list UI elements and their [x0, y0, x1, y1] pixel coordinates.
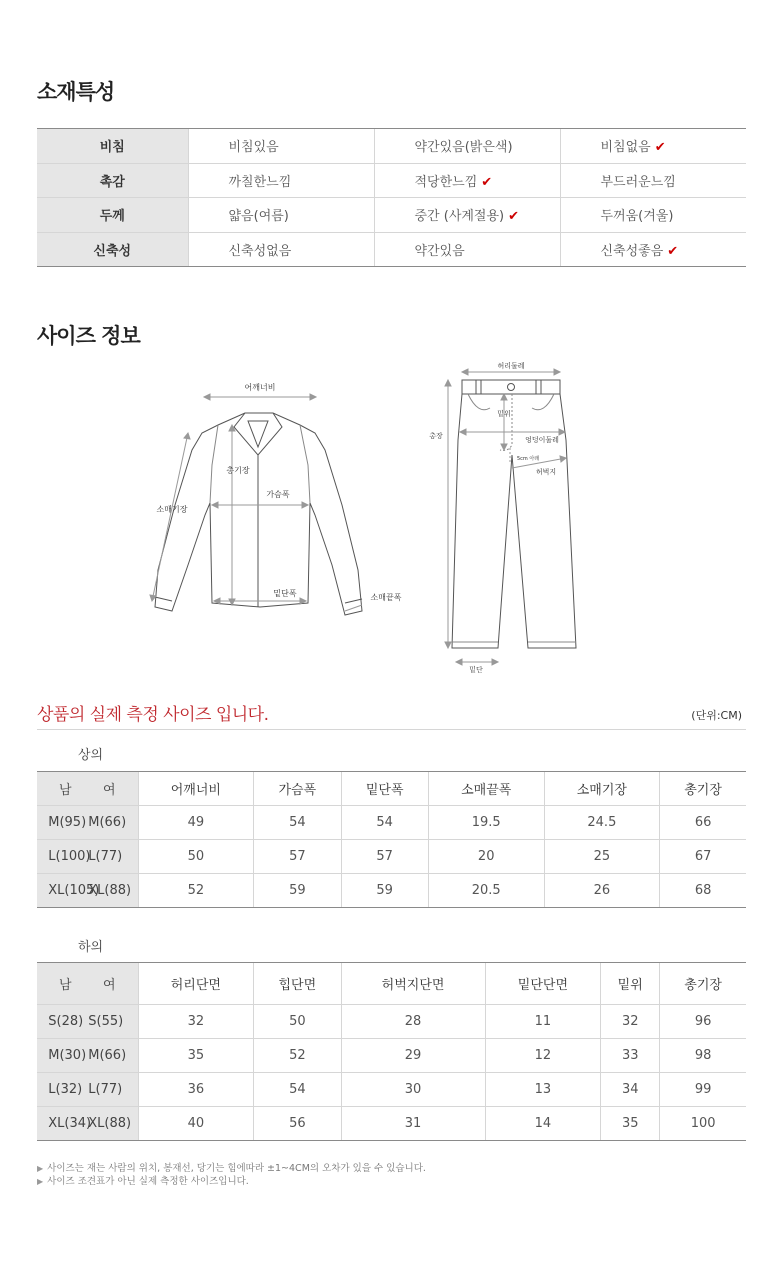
- fabric-option-text: 신축성없음: [228, 243, 292, 259]
- divider: [37, 729, 746, 730]
- table-cell: 32: [138, 1005, 254, 1039]
- women-size: S(55): [88, 1014, 124, 1029]
- fabric-option: [188, 232, 374, 267]
- size-label: [37, 1005, 138, 1039]
- table-cell: 20.5: [428, 874, 544, 908]
- fabric-option-text: 두꺼움(겨울): [600, 209, 674, 225]
- women-header: 여: [102, 978, 116, 993]
- top-table-caption: 상의: [78, 748, 104, 763]
- women-header: 여: [102, 783, 116, 798]
- table-cell: 40: [138, 1107, 254, 1141]
- fabric-option-text: 신축성좋음: [600, 243, 664, 259]
- table-cell: 12: [485, 1039, 601, 1073]
- fabric-option: [374, 163, 560, 198]
- table-cell: 30: [341, 1073, 485, 1107]
- fabric-option-text: 비침없음: [600, 140, 651, 156]
- fabric-row: [37, 232, 746, 267]
- fabric-option: [374, 129, 560, 164]
- column-header: 힙단면: [254, 963, 341, 1005]
- table-cell: 25: [544, 840, 660, 874]
- women-size: L(77): [88, 849, 123, 864]
- table-cell: 35: [601, 1107, 660, 1141]
- fabric-option-text: 비침있음: [228, 140, 279, 156]
- size-label: [37, 840, 138, 874]
- table-cell: 26: [544, 874, 660, 908]
- fabric-option: [560, 198, 746, 233]
- table-cell: 59: [341, 874, 428, 908]
- measurement-notice: 상품의 실제 측정 사이즈 입니다.: [37, 705, 269, 725]
- table-row: [37, 840, 746, 874]
- size-section-title: 사이즈 정보: [37, 324, 140, 348]
- column-header: 가슴폭: [254, 772, 341, 806]
- men-size: S(28): [48, 1014, 84, 1029]
- table-cell: 98: [660, 1039, 746, 1073]
- table-cell: 59: [254, 874, 341, 908]
- table-cell: 66: [660, 806, 746, 840]
- table-row: [37, 1073, 746, 1107]
- check-icon: ✔: [481, 174, 493, 190]
- fabric-row-label: 비침: [37, 129, 188, 164]
- fabric-option-text: 까칠한느낌: [228, 174, 292, 190]
- table-row: [37, 1039, 746, 1073]
- table-cell: 28: [341, 1005, 485, 1039]
- pants-length-label: 총장: [429, 432, 443, 440]
- fabric-option: [188, 129, 374, 164]
- men-size: M(95): [48, 815, 87, 830]
- footnote-2: ▶ 사이즈 조견표가 아닌 실제 측정한 사이즈입니다.: [37, 1176, 249, 1187]
- table-cell: 50: [254, 1005, 341, 1039]
- size-label: [37, 874, 138, 908]
- size-label: [37, 1107, 138, 1141]
- column-header: 소매기장: [544, 772, 660, 806]
- top-size-table: [37, 771, 746, 908]
- table-cell: 50: [138, 840, 254, 874]
- table-cell: 57: [341, 840, 428, 874]
- fabric-row-label: 두께: [37, 198, 188, 233]
- jacket-shoulder-label: 어깨너비: [244, 383, 276, 392]
- pants-thigh-note: 5cm 아래: [516, 456, 540, 462]
- table-cell: 67: [660, 840, 746, 874]
- women-size: XL(88): [88, 1116, 132, 1131]
- column-header: 밑단폭: [341, 772, 428, 806]
- table-cell: 100: [660, 1107, 746, 1141]
- men-size: L(32): [48, 1082, 83, 1097]
- gender-header: [37, 963, 138, 1005]
- check-icon: ✔: [654, 140, 666, 156]
- fabric-section-title: 소재특성: [37, 80, 115, 104]
- table-row: [37, 1005, 746, 1039]
- table-cell: 35: [138, 1039, 254, 1073]
- table-cell: 36: [138, 1073, 254, 1107]
- column-header: 허리단면: [138, 963, 254, 1005]
- fabric-option: [374, 232, 560, 267]
- column-header: 소매끝폭: [428, 772, 544, 806]
- table-cell: 29: [341, 1039, 485, 1073]
- table-cell: 99: [660, 1073, 746, 1107]
- column-header: 허벅지단면: [341, 963, 485, 1005]
- fabric-option: [560, 129, 746, 164]
- table-cell: 34: [601, 1073, 660, 1107]
- table-cell: 57: [254, 840, 341, 874]
- fabric-row: [37, 129, 746, 164]
- fabric-option: [188, 163, 374, 198]
- pants-diagram: [420, 360, 600, 675]
- pants-hem-label: 밑단: [469, 666, 483, 674]
- table-cell: 13: [485, 1073, 601, 1107]
- column-header: 밑단단면: [485, 963, 601, 1005]
- fabric-table: [37, 128, 746, 267]
- table-cell: 54: [254, 806, 341, 840]
- size-header-row: [37, 963, 746, 1005]
- table-row: [37, 1107, 746, 1141]
- column-header: 총기장: [660, 772, 746, 806]
- fabric-option: [560, 232, 746, 267]
- table-cell: 20: [428, 840, 544, 874]
- men-size: M(30): [48, 1048, 87, 1063]
- unit-label: (단위:CM): [691, 709, 742, 722]
- column-header: 밑위: [601, 963, 660, 1005]
- table-cell: 52: [254, 1039, 341, 1073]
- table-cell: 24.5: [544, 806, 660, 840]
- table-cell: 49: [138, 806, 254, 840]
- pants-waist-label: 허리둘레: [497, 362, 525, 370]
- bullet-triangle-icon: ▶: [37, 1177, 44, 1186]
- jacket-hem-label: 밑단폭: [273, 589, 297, 598]
- size-label: [37, 1073, 138, 1107]
- footnote-1: ▶ 사이즈는 재는 사람의 위치, 봉재선, 당기는 힘에따라 ±1~4CM의 오차가 있을 수 있습니다.: [37, 1163, 426, 1174]
- size-label: [37, 1039, 138, 1073]
- pants-hip-label: 엉덩이둘레: [525, 436, 559, 444]
- table-cell: 68: [660, 874, 746, 908]
- jacket-chest-label: 가슴폭: [266, 490, 290, 499]
- fabric-option-text: 중간 (사계절용): [414, 209, 505, 225]
- table-cell: 19.5: [428, 806, 544, 840]
- fabric-option: [188, 198, 374, 233]
- fabric-option: [374, 198, 560, 233]
- men-header: 남: [58, 783, 72, 798]
- men-size: L(100): [48, 849, 91, 864]
- fabric-option-text: 얇음(여름): [228, 209, 289, 225]
- table-cell: 32: [601, 1005, 660, 1039]
- fabric-option: [560, 163, 746, 198]
- women-size: XL(88): [88, 883, 132, 898]
- fabric-row: [37, 163, 746, 198]
- table-cell: 11: [485, 1005, 601, 1039]
- fabric-option-text: 적당한느낌: [414, 174, 478, 190]
- women-size: L(77): [88, 1082, 123, 1097]
- fabric-option-text: 부드러운느낌: [600, 174, 676, 190]
- table-cell: 56: [254, 1107, 341, 1141]
- check-icon: ✔: [508, 209, 520, 225]
- men-header: 남: [58, 978, 72, 993]
- table-cell: 31: [341, 1107, 485, 1141]
- fabric-option-text: 약간있음: [414, 243, 465, 259]
- table-cell: 54: [254, 1073, 341, 1107]
- table-row: [37, 806, 746, 840]
- table-cell: 54: [341, 806, 428, 840]
- fabric-option-text: 약간있음(밝은색): [414, 140, 513, 156]
- men-size: XL(34): [48, 1116, 92, 1131]
- check-icon: ✔: [667, 243, 679, 259]
- size-header-row: [37, 772, 746, 806]
- jacket-sleeve-label: 소매기장: [156, 505, 188, 514]
- bullet-triangle-icon: ▶: [37, 1164, 44, 1173]
- men-size: XL(105): [48, 883, 100, 898]
- column-header: 어깨너비: [138, 772, 254, 806]
- column-header: 총기장: [660, 963, 746, 1005]
- jacket-cuff-label: 소매끝폭: [370, 593, 402, 602]
- fabric-row: [37, 198, 746, 233]
- jacket-diagram: [140, 375, 410, 635]
- bottom-size-table: [37, 962, 746, 1141]
- size-label: [37, 806, 138, 840]
- jacket-length-label: 총기장: [226, 466, 250, 475]
- pants-rise-label: 밑위: [497, 410, 511, 418]
- women-size: M(66): [88, 815, 127, 830]
- pants-thigh-label: 허벅지: [535, 468, 557, 476]
- gender-header: [37, 772, 138, 806]
- bottom-table-caption: 하의: [78, 940, 104, 955]
- table-row: [37, 874, 746, 908]
- table-cell: 52: [138, 874, 254, 908]
- table-cell: 33: [601, 1039, 660, 1073]
- women-size: M(66): [88, 1048, 127, 1063]
- fabric-row-label: 신축성: [37, 232, 188, 267]
- table-cell: 14: [485, 1107, 601, 1141]
- fabric-row-label: 촉감: [37, 163, 188, 198]
- table-cell: 96: [660, 1005, 746, 1039]
